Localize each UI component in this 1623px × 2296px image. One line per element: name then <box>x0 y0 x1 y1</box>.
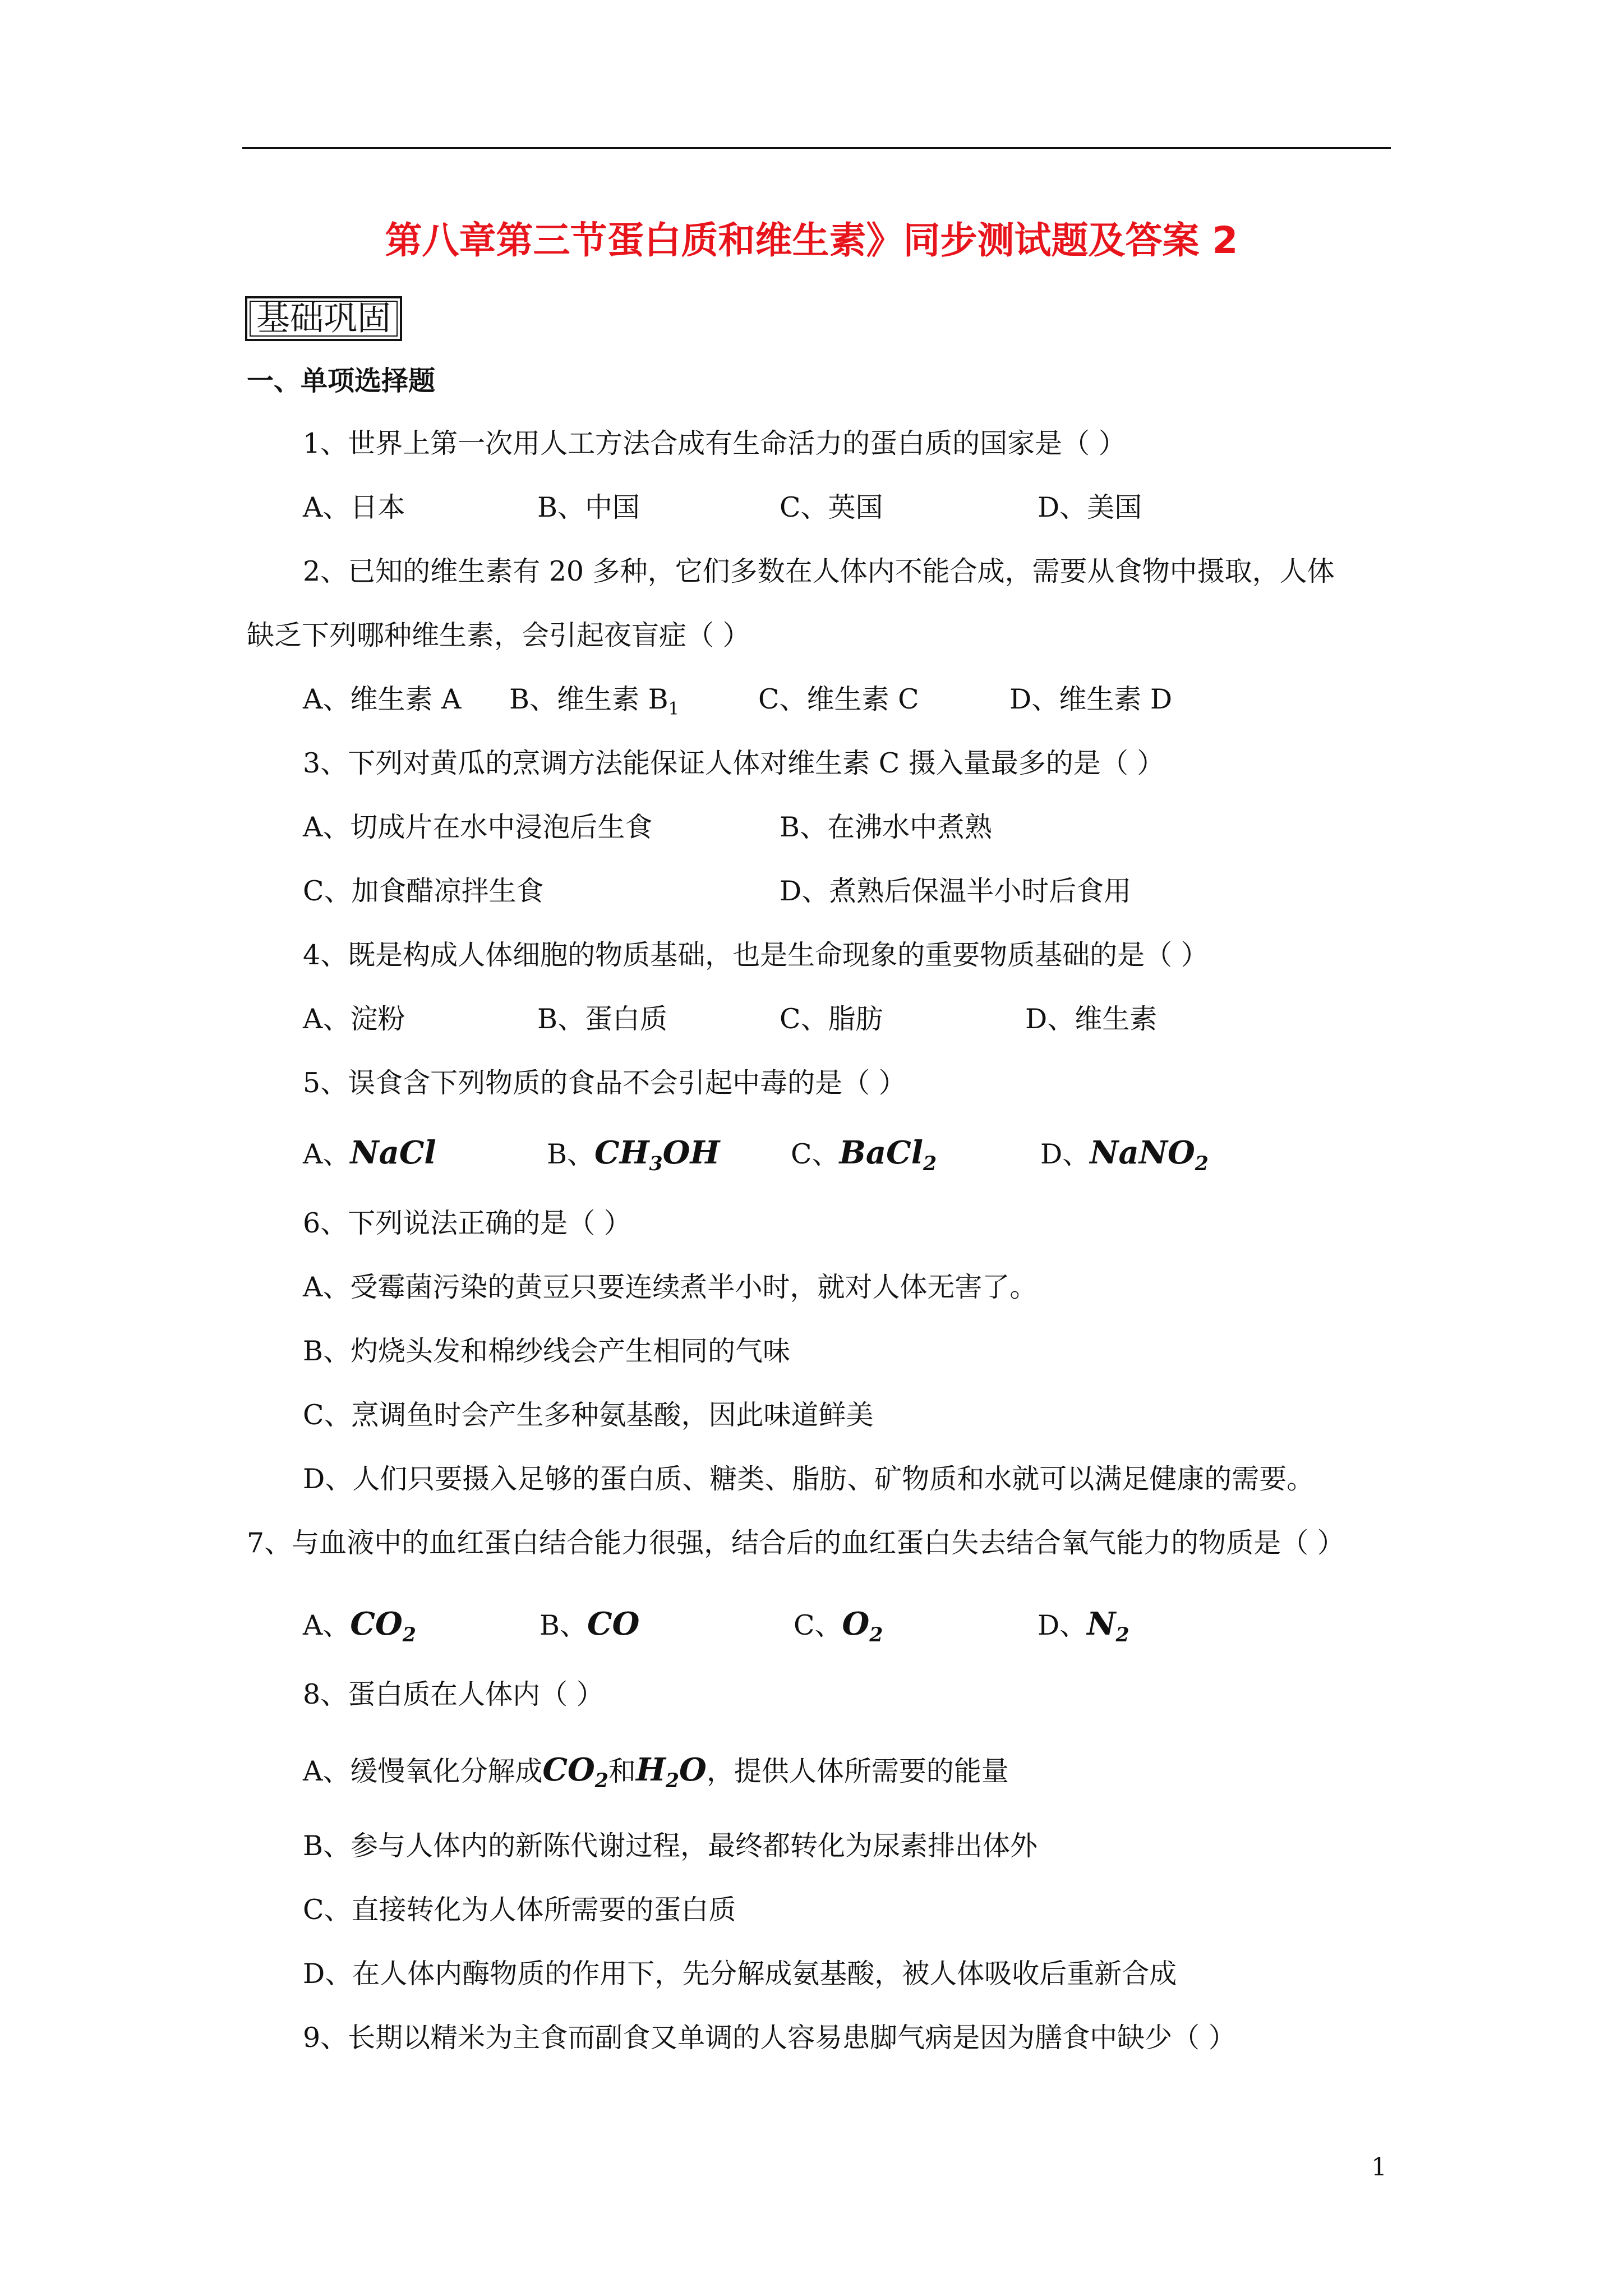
q1-option-c: C、英国 <box>780 491 883 523</box>
q5-option-b-formula <box>594 1134 720 1176</box>
q7-c-formula-subscript: 2 <box>869 1623 883 1647</box>
question-9: 9、长期以精米为主食而副食又单调的人容易患脚气病是因为膳食中缺少（ ） <box>303 2022 1236 2054</box>
q4-option-b: B、蛋白质 <box>537 1003 668 1035</box>
q2-option-c: C、维生素 C <box>758 683 919 715</box>
q8-a-formula2-part2: O <box>679 1751 707 1788</box>
q5-option-c-formula <box>839 1134 937 1176</box>
question-6: 6、下列说法正确的是（ ） <box>303 1207 631 1239</box>
q7-c-formula-text: O <box>842 1605 870 1642</box>
q5-c-formula-subscript: 2 <box>923 1152 937 1176</box>
q8-option-d: D、在人体内酶物质的作用下，先分解成氨基酸，被人体吸收后重新合成 <box>303 1958 1177 1990</box>
q2-option-d: D、维生素 D <box>1009 683 1173 715</box>
q6-option-a: A、受霉菌污染的黄豆只要连续煮半小时，就对人体无害了。 <box>303 1271 1038 1303</box>
q7-option-c <box>794 1605 883 1647</box>
q8-option-a-text-2: 和 <box>608 1755 636 1787</box>
q8-a-formula1-text: CO <box>542 1751 595 1788</box>
question-5: 5、误食含下列物质的食品不会引起中毒的是（ ） <box>303 1067 906 1099</box>
q4-option-a: A、淀粉 <box>303 1003 405 1035</box>
question-1: 1、世界上第一次用人工方法合成有生命活力的蛋白质的国家是（ ） <box>303 427 1126 459</box>
q8-option-a-text-1: A、缓慢氧化分解成 <box>303 1755 543 1787</box>
document-title: 第八章第三节蛋白质和维生素》同步测试题及答案 2 <box>385 219 1238 262</box>
q3-option-d: D、煮熟后保温半小时后食用 <box>780 875 1132 907</box>
q1-option-d: D、美国 <box>1038 491 1142 523</box>
question-8: 8、蛋白质在人体内（ ） <box>303 1678 604 1710</box>
question-3: 3、下列对黄瓜的烹调方法能保证人体对维生素 C 摄入量最多的是（ ） <box>303 747 1165 779</box>
q7-option-c-formula <box>842 1605 883 1647</box>
q7-d-formula-subscript: 2 <box>1115 1623 1129 1647</box>
q8-option-a-formula-2 <box>635 1751 707 1793</box>
q7-a-formula-subscript: 2 <box>402 1623 416 1647</box>
q2-option-b-text: B、维生素 B <box>509 683 668 715</box>
q2-option-b-subscript: 1 <box>668 699 679 719</box>
question-7: 7、与血液中的血红蛋白结合能力很强，结合后的血红蛋白失去结合氧气能力的物质是（ ） <box>247 1527 1345 1559</box>
q8-option-a-formula-1 <box>542 1751 608 1793</box>
q5-b-formula-part1: CH <box>594 1134 649 1171</box>
q8-a-formula2-part1: H <box>635 1751 666 1788</box>
q5-option-d-label: D、 <box>1040 1138 1090 1170</box>
q7-option-b-formula: CO <box>587 1605 640 1642</box>
question-2-line-2: 缺乏下列哪种维生素，会引起夜盲症（ ） <box>247 619 750 651</box>
q5-option-a <box>303 1134 436 1172</box>
q3-option-c: C、加食醋凉拌生食 <box>303 875 544 907</box>
q5-b-formula-part2: OH <box>662 1134 720 1171</box>
q8-option-a <box>303 1751 1009 1793</box>
q8-option-b: B、参与人体内的新陈代谢过程，最终都转化为尿素排出体外 <box>303 1830 1038 1862</box>
q7-option-a-formula <box>350 1605 416 1647</box>
q1-option-b: B、中国 <box>537 491 640 523</box>
q5-b-formula-subscript: 3 <box>649 1152 663 1176</box>
question-4: 4、既是构成人体细胞的物质基础，也是生命现象的重要物质基础的是（ ） <box>303 939 1209 971</box>
q5-option-c-label: C、 <box>791 1138 840 1170</box>
q5-c-formula-text: BaCl <box>839 1134 923 1171</box>
q6-option-b: B、灼烧头发和棉纱线会产生相同的气味 <box>303 1335 791 1367</box>
q5-option-d <box>1040 1134 1209 1176</box>
q5-d-formula-subscript: 2 <box>1195 1152 1209 1176</box>
q4-option-c: C、脂肪 <box>780 1003 883 1035</box>
q7-option-d-label: D、 <box>1038 1609 1087 1641</box>
section-heading: 一、单项选择题 <box>247 365 436 397</box>
q4-option-d: D、维生素 <box>1025 1003 1158 1035</box>
section-box-label: 基础巩固 <box>245 296 402 341</box>
q5-option-a-label: A、 <box>303 1138 351 1170</box>
q7-option-b <box>540 1605 639 1643</box>
q7-option-c-label: C、 <box>794 1609 842 1641</box>
q1-option-a: A、日本 <box>303 491 405 523</box>
q5-d-formula-text: NaNO <box>1090 1134 1195 1171</box>
q7-a-formula-text: CO <box>350 1605 403 1642</box>
q8-a-formula1-subscript: 2 <box>594 1769 608 1793</box>
q6-option-d: D、人们只要摄入足够的蛋白质、糖类、脂肪、矿物质和水就可以满足健康的需要。 <box>303 1463 1315 1495</box>
q7-option-a <box>303 1605 416 1647</box>
q7-d-formula-text: N <box>1087 1605 1116 1642</box>
q5-option-b-label: B、 <box>547 1138 595 1170</box>
header-rule <box>242 147 1391 149</box>
q3-option-b: B、在沸水中煮熟 <box>780 811 993 843</box>
q2-option-a: A、维生素 A <box>303 683 462 715</box>
q3-option-a: A、切成片在水中浸泡后生食 <box>303 811 653 843</box>
q8-option-c: C、直接转化为人体所需要的蛋白质 <box>303 1894 736 1926</box>
q7-option-d <box>1038 1605 1129 1647</box>
q5-option-b <box>547 1134 720 1176</box>
q8-option-a-text-3: ，提供人体所需要的能量 <box>706 1755 1009 1787</box>
q7-option-a-label: A、 <box>303 1609 351 1641</box>
q8-a-formula2-subscript: 2 <box>665 1769 680 1793</box>
q5-option-d-formula <box>1090 1134 1209 1176</box>
q5-option-c <box>791 1134 937 1176</box>
q2-option-b <box>509 683 679 720</box>
q6-option-c: C、烹调鱼时会产生多种氨基酸，因此味道鲜美 <box>303 1399 874 1431</box>
question-2-line-1: 2、已知的维生素有 20 多种，它们多数在人体内不能合成，需要从食物中摄取，人体 <box>303 555 1335 587</box>
q7-option-b-label: B、 <box>540 1609 588 1641</box>
q7-option-d-formula <box>1087 1605 1129 1647</box>
page-number: 1 <box>1371 2153 1387 2182</box>
q5-option-a-formula: NaCl <box>350 1134 436 1171</box>
